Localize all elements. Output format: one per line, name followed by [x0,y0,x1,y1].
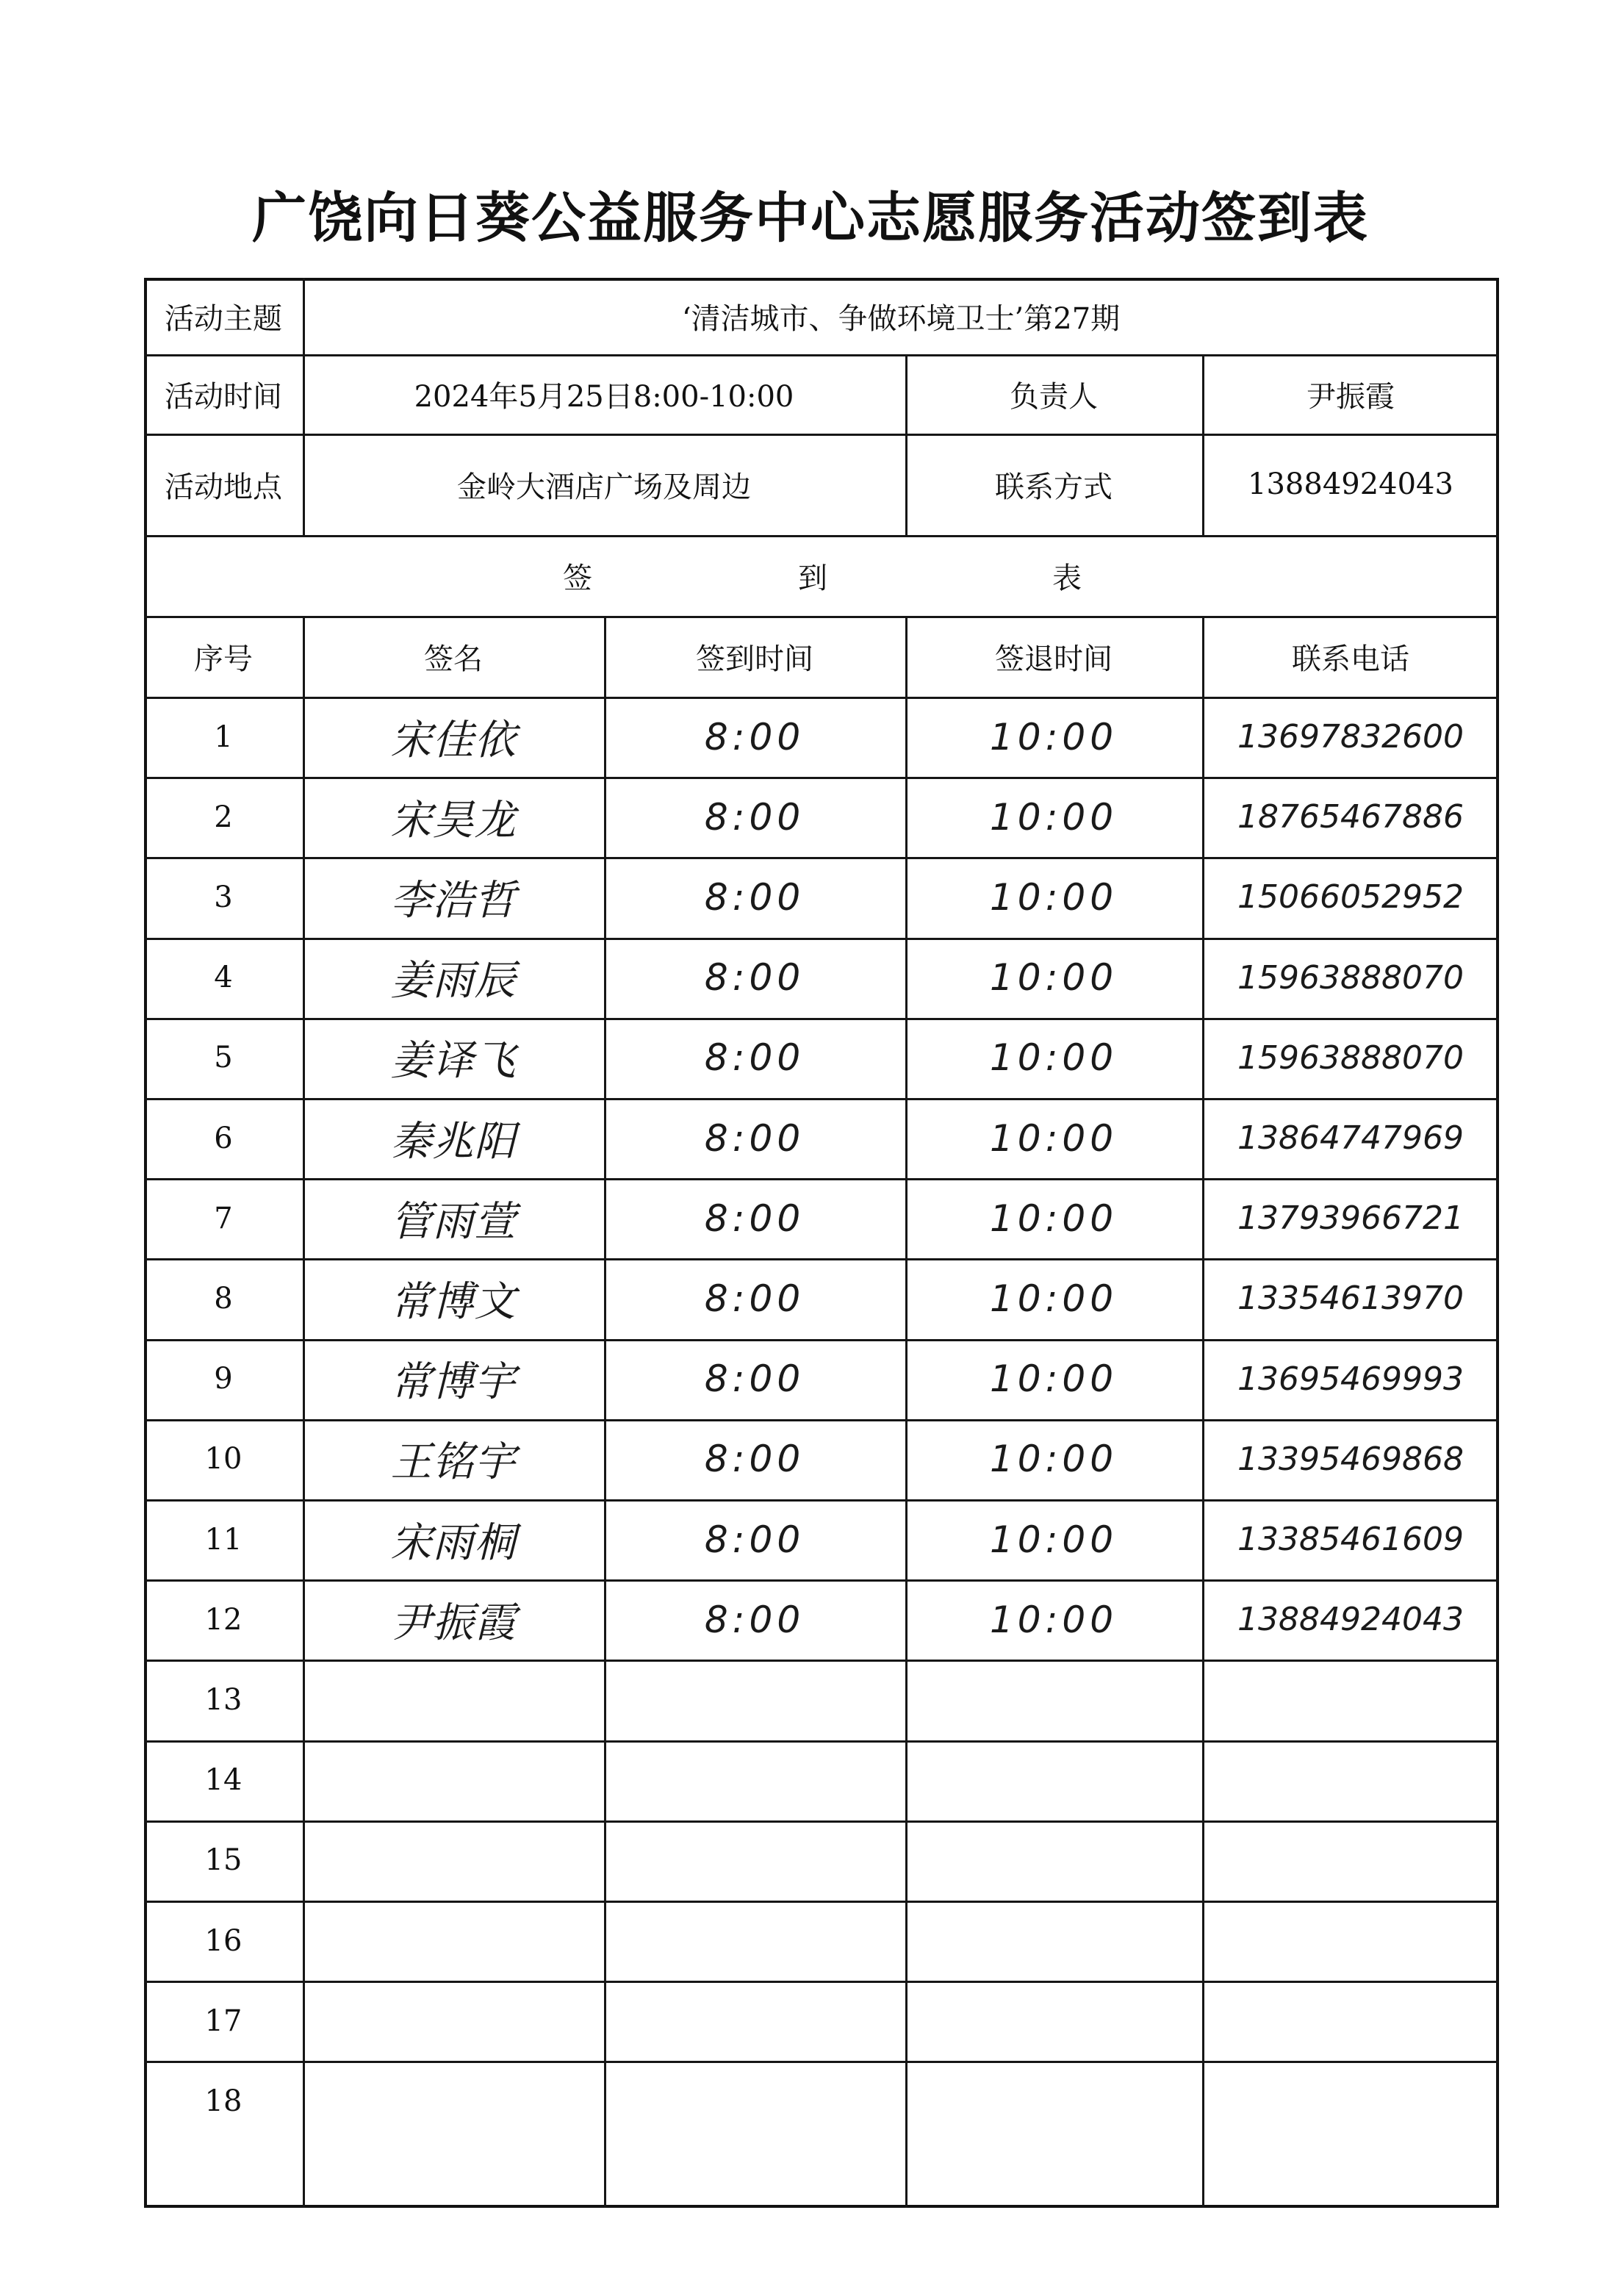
checkout-time: 10:00 [989,1036,1118,1080]
checkin-time: 8:00 [704,1197,805,1240]
row-number: 17 [204,2003,242,2038]
checkin-time: 8:00 [704,715,805,758]
checkin-time: 8:00 [704,1036,805,1080]
checkout-time: 10:00 [989,795,1118,839]
checkout-time [905,1981,1202,2061]
row-number: 3 [214,880,233,914]
contact-value: 13884924043 [1248,467,1453,501]
signature: 宋昊龙 [390,796,517,844]
leader-value: 尹振霞 [1306,379,1395,414]
phone-number: 13395469868 [1237,1440,1464,1478]
time-label: 活动时间 [165,379,282,414]
section-header-char: 表 [1052,561,1082,595]
signature [303,1740,604,1820]
checkin-time [604,1740,905,1820]
phone-number: 13695469993 [1237,1360,1464,1398]
phone-number: 13884924043 [1237,1601,1464,1639]
col-header-checkout: 签退时间 [995,642,1113,676]
checkin-time: 8:00 [704,1438,805,1481]
section-header-char: 到 [798,561,827,595]
row-number: 8 [214,1281,233,1316]
checkin-time: 8:00 [704,1116,805,1160]
signature: 常博宇 [390,1358,517,1407]
checkin-time: 8:00 [704,1598,805,1641]
signature [303,1660,604,1740]
checkin-time [604,2061,905,2141]
row-number: 7 [214,1201,233,1235]
signature [303,1981,604,2061]
leader-label: 负责人 [1010,379,1098,414]
row-number: 12 [204,1602,242,1637]
checkout-time: 10:00 [989,1518,1118,1561]
checkout-time: 10:00 [989,1116,1118,1160]
signature: 宋佳依 [390,716,517,764]
sheet-title: 广饶向日葵公益服务中心志愿服务活动签到表 [252,187,1369,250]
signature: 管雨萱 [390,1197,517,1246]
phone-number [1202,1901,1499,1981]
phone-number [1202,1981,1499,2061]
phone-number: 13354613970 [1237,1280,1464,1318]
checkout-time [905,1740,1202,1820]
checkin-time [604,1901,905,1981]
phone-number: 15963888070 [1237,1038,1464,1077]
row-number: 5 [214,1041,233,1075]
phone-number [1202,1740,1499,1820]
row-number: 18 [204,2084,242,2118]
row-number: 11 [204,1522,242,1557]
signature: 姜雨辰 [390,957,517,1005]
row-number: 14 [204,1763,242,1798]
checkin-time: 8:00 [704,1357,805,1401]
row-number: 4 [214,961,233,995]
checkin-time [604,1981,905,2061]
section-header [144,535,1499,616]
row-number: 1 [214,720,233,754]
checkout-time [905,1901,1202,1981]
contact-label: 联系方式 [995,470,1113,504]
checkout-time: 10:00 [989,1357,1118,1401]
sign-in-table [144,278,1499,2208]
phone-number: 15963888070 [1237,958,1464,997]
signature [303,1820,604,1901]
checkin-time: 8:00 [704,875,805,919]
checkin-time [604,1660,905,1740]
checkin-time: 8:00 [704,795,805,839]
phone-number [1202,2061,1499,2141]
row-number: 15 [204,1843,242,1878]
signature: 秦兆阳 [390,1117,517,1166]
checkout-time: 10:00 [989,1598,1118,1641]
theme-value: ‘清洁城市、争做环境卫士’第27期 [681,301,1121,336]
col-header-name: 签名 [424,642,483,676]
checkout-time: 10:00 [989,1438,1118,1481]
theme-label: 活动主题 [165,301,282,336]
row-number: 13 [204,1682,242,1717]
time-value: 2024年5月25日8:00-10:00 [414,379,794,414]
phone-number [1202,1820,1499,1901]
phone-number: 13697832600 [1237,718,1464,756]
col-header-phone: 联系电话 [1292,642,1409,676]
checkin-time [604,1820,905,1901]
checkout-time: 10:00 [989,956,1118,1000]
row-number: 16 [204,1923,242,1958]
signature: 宋雨桐 [390,1518,517,1567]
signature [303,2061,604,2141]
signature: 尹振霞 [390,1599,517,1647]
phone-number: 13864747969 [1237,1119,1464,1158]
col-header-no: 序号 [194,642,253,676]
row-number: 2 [214,800,233,834]
row-number: 10 [204,1442,242,1477]
checkout-time: 10:00 [989,1197,1118,1240]
row-number: 9 [214,1362,233,1396]
checkin-time: 8:00 [704,1277,805,1320]
place-label: 活动地点 [165,470,282,504]
checkin-time: 8:00 [704,956,805,1000]
signature: 王铭宇 [390,1438,517,1487]
checkin-time: 8:00 [704,1518,805,1561]
checkout-time: 10:00 [989,715,1118,758]
checkout-time [905,1820,1202,1901]
checkout-time: 10:00 [989,1277,1118,1320]
signature: 常博文 [390,1277,517,1326]
checkout-time: 10:00 [989,875,1118,919]
checkout-time [905,1660,1202,1740]
phone-number: 18765467886 [1237,798,1464,836]
section-header-char: 签 [563,561,592,595]
place-value: 金岭大酒店广场及周边 [457,470,751,504]
phone-number: 13385461609 [1237,1521,1464,1559]
signature: 李浩哲 [390,876,517,925]
phone-number [1202,1660,1499,1740]
col-header-checkin: 签到时间 [696,642,813,676]
phone-number: 15066052952 [1237,878,1464,916]
row-number: 6 [214,1121,233,1155]
phone-number: 13793966721 [1237,1199,1464,1238]
checkout-time [905,2061,1202,2141]
signature [303,1901,604,1981]
signature: 姜译飞 [390,1037,517,1086]
